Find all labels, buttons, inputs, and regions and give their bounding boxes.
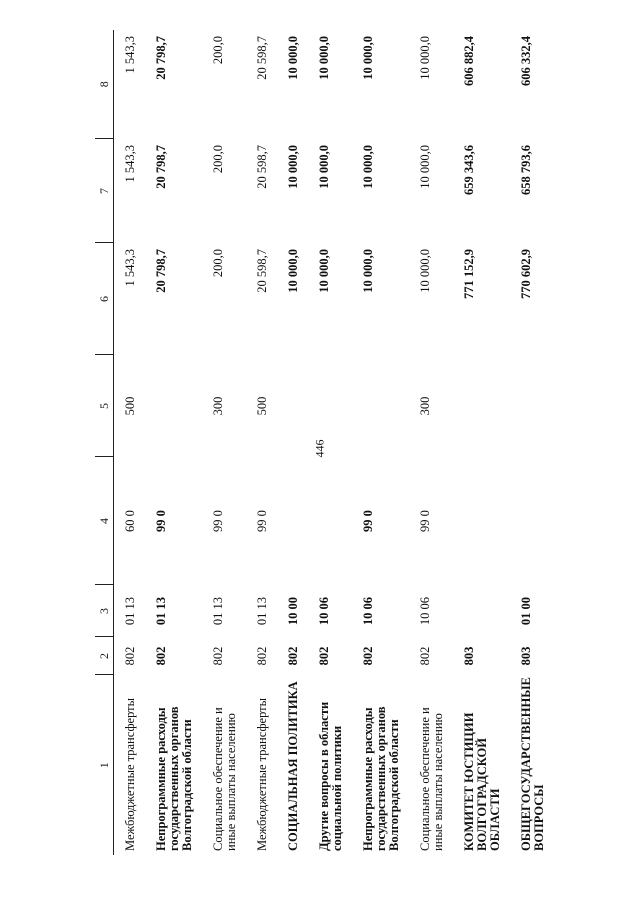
table-row [510,30,554,855]
row-name-cell: ОБЩЕГОСУДАРСТВЕННЫЕ ВОПРОСЫ [519,677,546,851]
value-col7-cell: 10 000,0 [418,145,432,189]
value-col7-cell: 10 000,0 [286,145,300,189]
header-cell: 8 [95,30,114,139]
header-cell: 2 [95,637,114,675]
table-row [145,30,202,855]
section-cell: 10 00 [286,596,300,626]
value-col6-cell: 10 000,0 [286,249,300,293]
value-col7-cell: 1 543,3 [123,145,137,183]
header-cell: 4 [95,457,114,585]
value-col6-cell: 20 598,7 [255,249,269,293]
header-cell: 6 [95,243,114,355]
value-col7-cell: 658 793,6 [519,145,533,195]
row-name-cell: Непрограммные расходы государственных органов Волгоградской области [154,706,194,851]
value-col6-cell: 20 798,7 [154,249,168,293]
article-cell [308,457,352,585]
article-cell: 99 0 [154,510,168,532]
value-col8-cell: 20 798,7 [154,36,168,80]
value-col8-cell: 10 000,0 [418,36,432,80]
section-cell [453,585,510,637]
code-cell: 802 [123,646,137,666]
code-cell: 803 [462,646,476,666]
section-cell: 01 13 [154,596,168,626]
type-cell: 500 [255,396,269,416]
type-cell [145,355,202,457]
type-cell [352,355,409,457]
value-col8-cell: 1 543,3 [123,36,137,74]
code-cell: 802 [211,646,225,666]
section-cell: 01 13 [123,596,137,626]
article-cell: 60 0 [123,510,137,532]
code-cell: 802 [255,646,269,666]
section-cell: 10 06 [361,596,375,626]
value-col6-cell: 200,0 [211,249,225,278]
value-col6-cell: 10 000,0 [418,249,432,293]
code-cell: 802 [317,646,331,666]
header-cell: 1 [95,675,114,855]
code-cell: 802 [418,646,432,666]
header-row [95,30,114,855]
row-name-cell: Социальное обеспечение и иные выплаты населению [418,707,445,851]
section-cell: 01 00 [519,596,533,626]
value-col7-cell: 20 598,7 [255,145,269,189]
type-cell [453,355,510,457]
row-name-cell: Непрограммные расходы государственных органов Волгоградской области [361,706,401,851]
value-col8-cell: 10 000,0 [286,36,300,80]
table-row [308,30,352,855]
value-col8-cell: 10 000,0 [317,36,331,80]
header-cell: 5 [95,355,114,457]
article-cell: 99 0 [361,510,375,532]
table-row [246,30,277,855]
section-cell: 10 06 [418,596,432,626]
value-col8-cell: 606 332,4 [519,36,533,86]
rotated-table-container [95,30,620,855]
value-col6-cell: 10 000,0 [317,249,331,293]
code-cell: 802 [154,646,168,666]
type-cell: 500 [123,396,137,416]
table-row [202,30,246,855]
section-cell: 01 13 [211,596,225,626]
row-name-cell: Межбюджетные трансферты [123,697,137,851]
section-cell: 10 06 [317,596,331,626]
value-col7-cell: 200,0 [211,145,225,174]
table-row [409,30,453,855]
row-name-cell: СОЦИАЛЬНАЯ ПОЛИТИКА [286,681,300,851]
value-col6-cell: 770 602,9 [519,249,533,299]
table-body [114,30,555,855]
type-cell [510,355,554,457]
value-col8-cell: 10 000,0 [361,36,375,80]
header-cell: 7 [95,139,114,243]
page-number: 446 [312,439,327,458]
table-row [352,30,409,855]
value-col7-cell: 10 000,0 [361,145,375,189]
value-col7-cell: 659 343,6 [462,145,476,195]
article-cell [453,457,510,585]
value-col7-cell: 20 798,7 [154,145,168,189]
row-name-cell: Социальное обеспечение и иные выплаты населению [211,707,238,851]
value-col8-cell: 200,0 [211,36,225,65]
article-cell [277,457,308,585]
code-cell: 802 [286,646,300,666]
value-col8-cell: 606 882,4 [462,36,476,86]
code-cell: 802 [361,646,375,666]
header-cell: 3 [95,585,114,637]
article-cell [510,457,554,585]
table-row [114,30,146,855]
value-col6-cell: 1 543,3 [123,249,137,287]
table-row [277,30,308,855]
type-cell [277,355,308,457]
rotated-table-wrapper [95,0,620,905]
value-col8-cell: 20 598,7 [255,36,269,80]
value-col6-cell: 10 000,0 [361,249,375,293]
budget-table [95,30,554,855]
type-cell: 300 [418,396,432,416]
row-name-cell: Межбюджетные трансферты [255,697,269,851]
article-cell: 99 0 [255,510,269,532]
section-cell: 01 13 [255,596,269,626]
type-cell [308,355,352,457]
row-name-cell: КОМИТЕТ ЮСТИЦИИ ВОЛГОГРАДСКОЙ ОБЛАСТИ [462,712,502,851]
value-col6-cell: 771 152,9 [462,249,476,299]
type-cell: 300 [211,396,225,416]
article-cell: 99 0 [211,510,225,532]
code-cell: 803 [519,646,533,666]
row-name-cell: Другие вопросы в области социальной политики [317,701,344,851]
value-col7-cell: 10 000,0 [317,145,331,189]
table-row [453,30,510,855]
article-cell: 99 0 [418,510,432,532]
